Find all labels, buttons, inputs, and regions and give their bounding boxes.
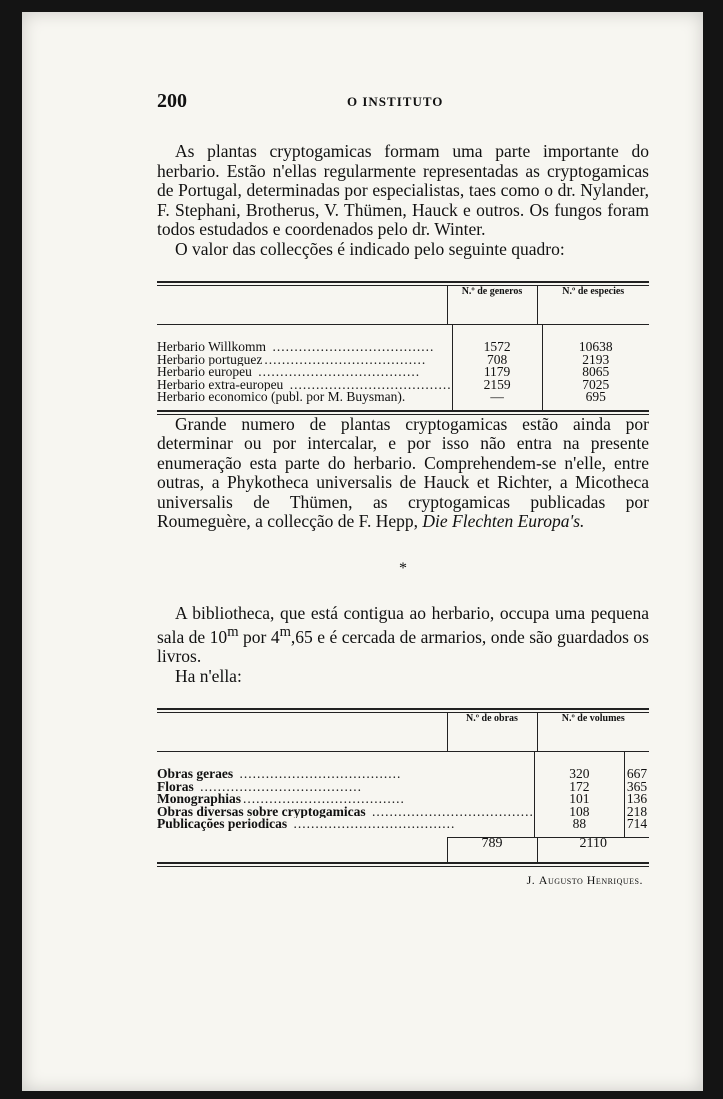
row-label: Publicações periodicas: [157, 818, 288, 831]
row-obras: 172: [534, 781, 624, 794]
row-volumes: 136: [624, 793, 649, 806]
row-label: Herbario portuguez: [157, 353, 263, 366]
row-label: Floras: [157, 780, 194, 794]
row-especies: 7025: [542, 379, 649, 392]
row-obras: 320: [534, 768, 624, 781]
herbarium-table: [157, 281, 649, 415]
header-volumes: N.º de volumes: [537, 713, 649, 751]
library-table-body: [157, 752, 649, 837]
row-generos: —: [452, 391, 542, 404]
row-label: Herbario economico (publ. por M. Buysman).: [157, 391, 406, 404]
unit-metre-1: m: [227, 624, 239, 640]
running-title: O INSTITUTO: [347, 94, 444, 109]
row-volumes: 365: [624, 781, 649, 794]
paragraph-italic-title: Die Flechten Europa's.: [422, 511, 585, 531]
row-label: Herbario extra-europeu: [157, 378, 284, 391]
signature-initial: J.: [526, 872, 536, 887]
table-row: Herbario europeu ..................................... 1179 8065: [157, 366, 649, 379]
row-generos: 2159: [452, 379, 542, 392]
row-obras: 108: [534, 806, 624, 819]
library-table: [157, 708, 649, 867]
row-generos: 1179: [452, 366, 542, 379]
table-row: Herbario extra-europeu ..................................... 2159 7025: [157, 379, 649, 392]
signature-first-name: Augusto: [538, 872, 584, 887]
row-obras: 101: [534, 793, 624, 806]
table-header-row: [157, 286, 649, 324]
row-especies: 695: [542, 391, 649, 404]
row-especies: 2193: [542, 354, 649, 367]
library-text-c: ,65 e é cercada de armarios, onde são guardados os livros.: [157, 626, 649, 667]
page-content: [157, 84, 649, 888]
author-signature: [157, 873, 649, 888]
row-obras: 88: [534, 818, 624, 831]
library-table-totals: [157, 837, 649, 862]
table-row: Obras geraes ..................................... 320 667: [157, 766, 648, 782]
library-text-b: por 4: [238, 626, 280, 647]
totals-row: [157, 837, 649, 862]
header-obras: N.º de obras: [447, 713, 537, 751]
row-volumes: 714: [624, 818, 649, 831]
total-obras: 789: [447, 837, 537, 862]
table-row: Publicações periodicas ..................................... 88 714: [157, 816, 648, 832]
row-generos: 1572: [452, 341, 542, 354]
library-text-a: A bibliotheca, que está contigua ao herbario, occupa uma pequena sala de 10: [157, 602, 649, 647]
signature-last-name: Henriques.: [586, 872, 643, 887]
table-header-row: [157, 713, 649, 751]
section-separator: *: [399, 559, 407, 577]
table-row: [157, 391, 649, 404]
table-header-empty: [157, 713, 447, 751]
table-row: Monographias ..................................... 101 136: [157, 791, 648, 807]
paragraph-library: [157, 604, 649, 667]
header-especies: N.º de especies: [537, 286, 649, 324]
paragraph-undetermined-plants: [157, 415, 649, 532]
row-label: Monographias: [157, 793, 242, 806]
table-row: Obras diversas sobre cryptogamicas ..................................... 108 218: [157, 803, 648, 819]
paragraph-contents-intro: Ha n'ella:: [175, 665, 242, 686]
table-header-empty: [157, 286, 447, 324]
paragraph-cryptogamic-plants: As plantas cryptogamicas formam uma parte importante do herbario. Estão n'ellas regularmente representadas as cryptogamicas de Portugal, determinadas por especialistas, taes como o dr. Nylander, F. Stephani, Brotherus, V. Thümen, Hauck e outros. Os fungos foram todos estudados e coordenados pelo dr. Winter.: [157, 141, 649, 239]
running-header: [157, 90, 649, 112]
page-number: 200: [157, 90, 187, 112]
page: [22, 12, 703, 1091]
row-label: Herbario Willkomm: [157, 341, 267, 354]
row-label: Obras diversas sobre cryptogamicas: [157, 805, 366, 819]
unit-metre-2: m: [279, 624, 291, 640]
table-row: Herbario portuguez ..................................... 708 2193: [157, 354, 649, 367]
paragraph-table-intro: O valor das collecções é indicado pelo seguinte quadro:: [175, 238, 565, 259]
table-bottom-rule: [157, 862, 649, 867]
header-generos: N.º de generos: [447, 286, 537, 324]
row-volumes: 667: [624, 768, 649, 781]
library-table-grid: [157, 713, 649, 751]
paragraph-text: Grande numero de plantas cryptogamicas estão ainda por determinar ou por intercalar, e por isso não entra na presente enumeração esta parte do herbario. Comprehendem-se n'elle, entre outras, a Phykotheca universalis de Hauck et Richter, a Micotheca universalis de Thümen, as cryptogamicas publicadas por Roumeguère, a collecção de F. Hepp,: [157, 413, 649, 531]
row-especies: 10638: [542, 341, 649, 354]
table-row: Herbario Willkomm ..................................... 1572 10638: [157, 341, 649, 354]
table-row: Floras ..................................... 172 365: [157, 778, 648, 794]
row-especies: 8065: [542, 366, 649, 379]
row-label: Obras geraes: [157, 768, 234, 781]
herbarium-table-body: [157, 325, 649, 410]
row-volumes: 218: [624, 806, 649, 819]
total-volumes: 2110: [537, 837, 649, 862]
herbarium-table-grid: [157, 286, 649, 324]
row-generos: 708: [452, 354, 542, 367]
row-label: Herbario europeu: [157, 366, 252, 379]
